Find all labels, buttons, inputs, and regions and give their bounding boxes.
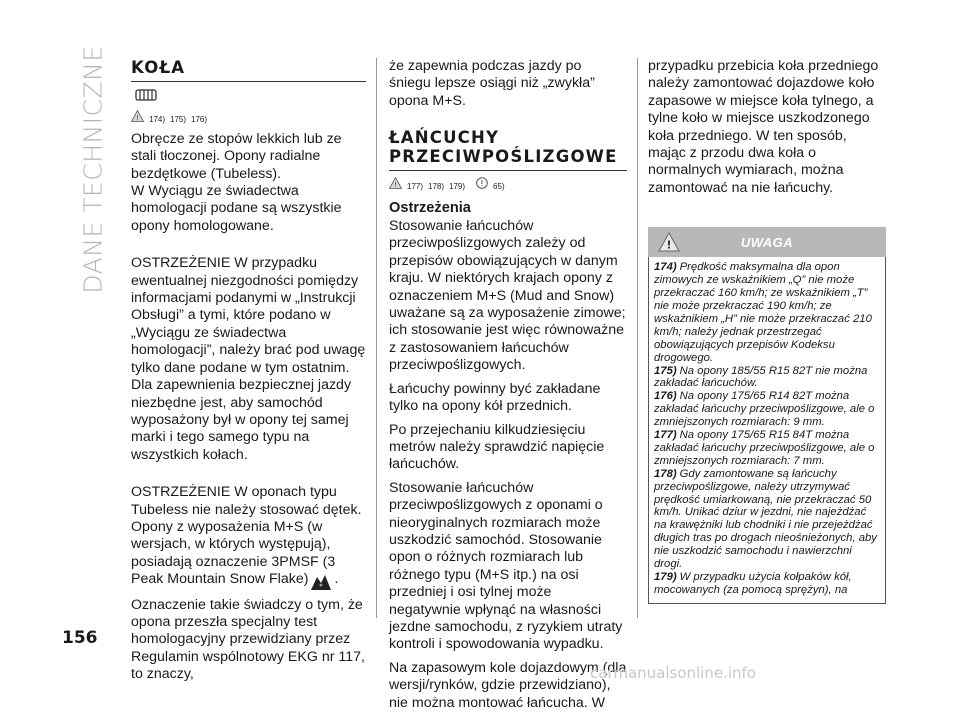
chains-paragraph: Stosowanie łańcuchów przeciwpoślizgowych z oponami o nieoryginalnych rozmiarach może uszkodzić samochód. Stosowanie opon o różnych rozmiarach lub różnego typu (M+S itp.) na osi przedniej i osi tylnej może negatywnie wpłynąć na własności jezdne samochodu, z ryzykiem utraty kontroli i spowodowania wypadku. (389, 479, 623, 653)
note-text: Prędkość maksymalna dla opon zimowych ze wskaźnikiem „Q” nie może przekraczać 160 km/h; ze wskaźnikiem „T” nie może przekraczać 190 km/h; ze wskaźnikiem „H” nie może przekraczać 210 km/h; należy jednak przestrzegać obowiązujących przepisów Kodeksu drogowego. (654, 261, 872, 364)
chains-warning-refs (389, 177, 627, 195)
svg-text:!: ! (394, 181, 397, 190)
continuation-text: przypadku przebicia koła przedniego należy zamontować dojazdowe koło zapasowe w miejsce koła tylnego, a tylne koło w miejsce uszkodzonego koła przedniego. W ten sposób, mając z przodu dwa koła o normalnych wymiarach, można zamontować na nie łańcuchy. (648, 58, 879, 196)
chains-paragraph: Po przejechaniu kilkudziesięciu metrów należy sprawdzić napięcie łańcuchów. (389, 421, 605, 473)
chains-paragraph: Na zapasowym kole dojazdowym (dla wersji/rynków, gdzie przewidziano), nie można montować łańcucha. W (389, 659, 627, 711)
ref-179: 179) (449, 182, 466, 192)
warning-note (654, 390, 881, 429)
note-number: 179) (654, 571, 677, 583)
warning-note (654, 429, 881, 468)
ref-175: 175) (170, 115, 187, 125)
warnings-subheading: Ostrzeżenia (389, 199, 471, 216)
kola-tubeless-paragraph (131, 484, 366, 683)
chains-paragraph: Łańcuchy powinny być zakładane tylko na opony kół przednich. (389, 380, 601, 415)
ref-177: 177) (407, 182, 424, 192)
chains-heading-block (389, 128, 627, 171)
column-2 (389, 58, 627, 718)
info-icon (476, 177, 488, 195)
svg-text:!: ! (136, 114, 139, 123)
note-text: W przypadku użycia kołpaków kół, mocowanych (za pomocą sprężyn), na (654, 571, 852, 596)
ref-176: 176) (191, 115, 208, 125)
warning-note (654, 468, 881, 571)
svg-text:!: ! (480, 179, 484, 189)
warning-note (654, 261, 881, 364)
tubeless-text-cont: . Oznaczenie takie świadczy o tym, że opona przeszła specjalny test homologacyjny przewidziany przez Regulamin wspólnotowy EKG nr 117, to znaczy, (131, 571, 365, 683)
kola-paragraph: Obręcze ze stopów lekkich lub ze stali tłoczonej. Opony radialne bezdętkowe (Tubeless). (131, 130, 342, 182)
kola-heading: KOŁA (131, 58, 186, 77)
wheel-chain-icon (135, 88, 366, 107)
kola-warning-refs (131, 110, 366, 128)
chains-heading-line2: PRZECIWPOŚLIZGOWE (389, 147, 618, 167)
note-number: 175) (654, 364, 677, 377)
note-text: Na opony 175/65 R14 82T można zakładać łańcuchy przeciwpoślizgowe, ale o zmniejszonych rozmiarach: 9 mm. (654, 390, 875, 429)
note-number: 176) (654, 390, 677, 403)
column-divider (376, 58, 377, 618)
footer-watermark: carmanualsonline.info (590, 664, 756, 682)
warning-note (654, 365, 881, 391)
warning-header (648, 227, 886, 257)
page-number: 156 (62, 628, 98, 648)
note-text: Na opony 175/65 R15 84T można zakładać łańcuchy przeciwpoślizgowe, ale o zmniejszonych rozmiarach: 7 mm. (654, 429, 875, 467)
kola-heading-block (131, 58, 366, 82)
warning-note (654, 571, 881, 597)
ref-174: 174) (149, 115, 166, 125)
ref-65: 65) (493, 182, 505, 192)
chains-paragraph: Stosowanie łańcuchów przeciwpoślizgowych zależy od przepisów obowiązujących w danym kraju. W niektórych krajach opony z oznaczeniem M+S (Mud and Snow) uważane są za wyposażenie zimowe; ich stosowanie jest więc równoważne z zastosowaniem łańcuchów przeciwpoślizgowych. (389, 218, 626, 374)
svg-text:!: ! (666, 238, 672, 252)
continuation-text: że zapewnia podczas jazdy po śniegu lepsze osiągi niż „zwykła” opona M+S. (389, 58, 595, 109)
note-text: Na opony 185/55 R15 82T nie można zakładać łańcuchów. (654, 364, 868, 390)
tubeless-text: OSTRZEŻENIE W oponach typu Tubeless nie należy stosować dętek. Opony z wyposażenia M+S (w wersjach, w których występują), posiadają oznaczenie 3PMSF (3 Peak Mountain Snow Flake) (131, 484, 362, 588)
warning-triangle-icon (131, 110, 144, 128)
warning-triangle-icon (658, 232, 680, 257)
ref-178: 178) (428, 182, 445, 192)
column-divider (637, 58, 638, 618)
section-side-tab (78, 44, 108, 294)
warning-notes (648, 257, 886, 604)
note-text: Gdy zamontowane są łańcuchy przeciwpoślizgowe, należy utrzymywać prędkość umiarkowaną, nie przekraczać 50 km/h. Unikać dziur w jezdni, nie najeżdżać na krawężniki lub chodniki i nie przejeżdżać długich tras po drogach nieośnieżonych, aby nie uszkodzić samochodu i nawierzchni drogi. (654, 467, 877, 571)
column-1 (131, 58, 366, 690)
warning-title: UWAGA (740, 234, 794, 250)
kola-paragraph: W Wyciągu ze świadectwa homologacji podane są wszystkie opony homologowane. (131, 183, 342, 234)
kola-warning-paragraph: OSTRZEŻENIE W przypadku ewentualnej niezgodności pomiędzy informacjami podanymi w „Instrukcji Obsługi” a tymi, które podano w „Wyciągu ze świadectwa homologacji”, należy brać pod uwagę tylko dane podane w tym ostatnim. Dla zapewnienia bezpiecznej jazdy niezbędne jest, aby samochód wyposażony był w opony tej samej marki i tego samego typu na wszystkich kołach. (131, 255, 366, 463)
snowflake-mountain-icon (310, 571, 332, 596)
svg-text:*: * (319, 582, 324, 591)
side-tab-label: DANE TECHNICZNE (78, 44, 108, 294)
warning-box (648, 227, 886, 604)
note-number: 174) (654, 261, 677, 274)
warning-triangle-icon (389, 177, 402, 195)
chains-heading: ŁAŃCUCHY (389, 128, 500, 148)
note-number: 177) (654, 429, 677, 442)
note-number: 178) (654, 467, 677, 480)
column-3 (648, 58, 888, 604)
